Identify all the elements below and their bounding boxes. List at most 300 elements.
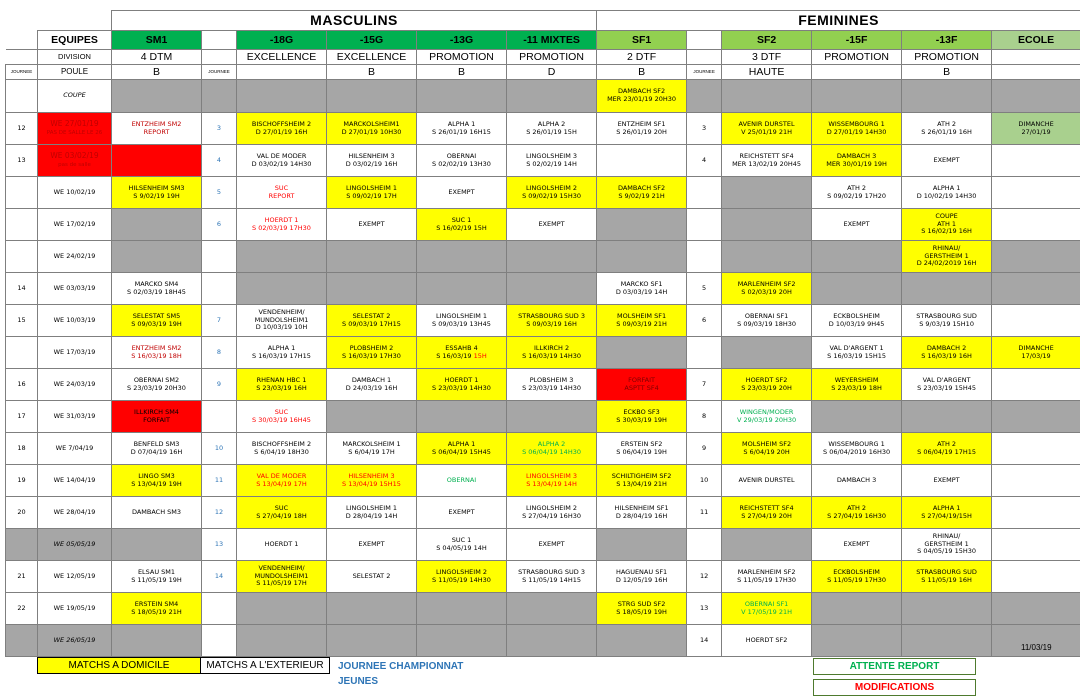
match-cell-u18: VAL DE MODER D 03/02/19 14H30 xyxy=(237,145,327,177)
match-cell-u15: SELESTAT 2 S 09/03/19 17H15 xyxy=(327,305,417,337)
schedule-row xyxy=(6,529,1080,561)
schedule-row xyxy=(6,401,1080,433)
div-sf2: 3 DTF xyxy=(722,50,812,65)
senior-journee-number: 21 xyxy=(6,561,38,593)
legend-pending-report: ATTENTE REPORT xyxy=(813,658,976,675)
match-cell-sf1: HILSENHEIM SF1 D 28/04/19 16H xyxy=(597,497,687,529)
match-cell-sf2: AVENIR DURSTEL V 25/01/19 21H xyxy=(722,113,812,145)
schedule-row xyxy=(6,177,1080,209)
match-cell-sf1: HAGUENAU SF1 D 12/05/19 16H xyxy=(597,561,687,593)
match-cell-sm1: DAMBACH SM3 xyxy=(112,497,202,529)
match-cell-ecole xyxy=(992,177,1080,209)
match-cell-u15: SELESTAT 2 xyxy=(327,561,417,593)
team-u13f: -13F xyxy=(902,31,992,50)
women-journee-number: 8 xyxy=(687,401,722,433)
match-cell-f15: ECKBOLSHEIM S 11/05/19 17H30 xyxy=(812,561,902,593)
match-cell-ecole xyxy=(992,209,1080,241)
match-cell-sm1: SELESTAT SM5 S 09/03/19 19H xyxy=(112,305,202,337)
youth-journee-number xyxy=(202,625,237,657)
team-ecole: ECOLE xyxy=(992,31,1080,50)
weekend-date: WE 24/03/19 xyxy=(38,369,112,401)
match-cell-sf1 xyxy=(597,209,687,241)
match-cell-f13 xyxy=(902,625,992,657)
poule-u13g: B xyxy=(417,65,507,80)
feminines-header: FEMININES xyxy=(597,11,1080,31)
women-journee-number: 9 xyxy=(687,433,722,465)
match-cell-sf2: MARLENHEIM SF2 S 11/05/19 17H30 xyxy=(722,561,812,593)
youth-journee-number: 11 xyxy=(202,465,237,497)
match-cell-sf1: ENTZHEIM SF1 S 26/01/19 20H xyxy=(597,113,687,145)
match-cell-u15: PLOBSHEIM 2 S 16/03/19 17H30 xyxy=(327,337,417,369)
match-cell-u18 xyxy=(237,593,327,625)
match-cell-sf2: OBERNAI SF1 S 09/03/19 18H30 xyxy=(722,305,812,337)
women-journee-number xyxy=(687,209,722,241)
match-cell-u11: ALPHA 2 S 26/01/19 15H xyxy=(507,113,597,145)
coupe-sm1 xyxy=(112,80,202,113)
coupe-jf xyxy=(687,80,722,113)
team-u11m: -11 MIXTES xyxy=(507,31,597,50)
schedule-row xyxy=(6,593,1080,625)
senior-journee-number: 20 xyxy=(6,497,38,529)
coupe-sf1: DAMBACH SF2 MER 23/01/19 20H30 xyxy=(597,80,687,113)
match-cell-u13 xyxy=(417,241,507,273)
match-cell-f15: WISSEMBOURG 1 S 06/04/2019 16H30 xyxy=(812,433,902,465)
team-u15g: -15G xyxy=(327,31,417,50)
match-cell-u18: BISCHOFFSHEIM 2 D 27/01/19 16H xyxy=(237,113,327,145)
schedule-row xyxy=(6,433,1080,465)
match-cell-sf2: REICHSTETT SF4 MER 13/02/19 20H45 xyxy=(722,145,812,177)
schedule-row xyxy=(6,625,1080,657)
match-cell-ecole xyxy=(992,145,1080,177)
weekend-date: WE 05/05/19 xyxy=(38,529,112,561)
match-cell-u13: LINGOLSHEIM 2 S 11/05/19 14H30 xyxy=(417,561,507,593)
team-sf2: SF2 xyxy=(722,31,812,50)
senior-journee-number: 18 xyxy=(6,433,38,465)
women-journee-number: 6 xyxy=(687,305,722,337)
match-cell-ecole xyxy=(992,401,1080,433)
match-cell-ecole xyxy=(992,593,1080,625)
match-cell-u18: VAL DE MODER S 13/04/19 17H xyxy=(237,465,327,497)
match-cell-sf2 xyxy=(722,337,812,369)
match-cell-u13: EXEMPT xyxy=(417,497,507,529)
women-journee-number: 4 xyxy=(687,145,722,177)
match-cell-f15: ECKBOLSHEIM D 10/03/19 9H45 xyxy=(812,305,902,337)
match-cell-f13: EXEMPT xyxy=(902,465,992,497)
match-cell-sm1: ENTZHEIM SM2 REPORT xyxy=(112,113,202,145)
schedule-row xyxy=(6,113,1080,145)
legend-home-matches: MATCHS A DOMICILE xyxy=(37,657,201,674)
match-cell-f13: STRASBOURG SUD S 11/05/19 16H xyxy=(902,561,992,593)
match-cell-u18: BISCHOFFSHEIM 2 S 6/04/19 18H30 xyxy=(237,433,327,465)
match-cell-f13: ALPHA 1 D 10/02/19 14H30 xyxy=(902,177,992,209)
team-sm1: SM1 xyxy=(112,31,202,50)
women-journee-number: 10 xyxy=(687,465,722,497)
senior-journee-number xyxy=(6,209,38,241)
women-journee-number: 7 xyxy=(687,369,722,401)
masculins-header: MASCULINS xyxy=(112,11,597,31)
match-cell-sf2: OBERNAI SF1 V 17/05/19 21H xyxy=(722,593,812,625)
match-cell-ecole: DIMANCHE 27/01/19 xyxy=(992,113,1080,145)
women-journee-number: 11 xyxy=(687,497,722,529)
match-cell-u13: SUC 1 S 04/05/19 14H xyxy=(417,529,507,561)
match-cell-f15 xyxy=(812,273,902,305)
youth-journee-number xyxy=(202,241,237,273)
match-cell-ecole xyxy=(992,305,1080,337)
match-cell-u13: HOERDT 1 S 23/03/19 14H30 xyxy=(417,369,507,401)
match-cell-u18: SUC REPORT xyxy=(237,177,327,209)
match-cell-u18: SUC S 27/04/19 18H xyxy=(237,497,327,529)
div-u18g: EXCELLENCE xyxy=(237,50,327,65)
coupe-u18 xyxy=(237,80,327,113)
team-sf1: SF1 xyxy=(597,31,687,50)
match-cell-f13: EXEMPT xyxy=(902,145,992,177)
match-cell-f15 xyxy=(812,401,902,433)
match-cell-f15: DAMBACH 3 xyxy=(812,465,902,497)
match-cell-sm1 xyxy=(112,529,202,561)
match-cell-f15: ATH 2 S 09/02/19 17H20 xyxy=(812,177,902,209)
team-u15f: -15F xyxy=(812,31,902,50)
match-cell-u11: LINGOLSHEIM 2 S 27/04/19 16H30 xyxy=(507,497,597,529)
match-cell-u15 xyxy=(327,273,417,305)
match-cell-u15: HILSENHEIM 3 S 13/04/19 15H15 xyxy=(327,465,417,497)
weekend-date: WE 10/02/19 xyxy=(38,177,112,209)
match-cell-f13 xyxy=(902,593,992,625)
youth-journee-number: 10 xyxy=(202,433,237,465)
match-cell-sm1 xyxy=(112,145,202,177)
match-cell-sf1: ERSTEIN SF2 S 06/04/19 19H xyxy=(597,433,687,465)
match-cell-u11 xyxy=(507,593,597,625)
match-cell-u11: ILLKIRCH 2 S 16/03/19 14H30 xyxy=(507,337,597,369)
team-u13g: -13G xyxy=(417,31,507,50)
senior-journee-number xyxy=(6,529,38,561)
weekend-date: WE 17/02/19 xyxy=(38,209,112,241)
schedule-row xyxy=(6,209,1080,241)
match-cell-sm1 xyxy=(112,209,202,241)
senior-journee-number: 22 xyxy=(6,593,38,625)
youth-journee-number: 7 xyxy=(202,305,237,337)
coupe-sf2 xyxy=(722,80,812,113)
youth-journee-number: 6 xyxy=(202,209,237,241)
match-cell-u11: EXEMPT xyxy=(507,529,597,561)
youth-journee-number: 8 xyxy=(202,337,237,369)
senior-journee-number: 12 xyxy=(6,113,38,145)
match-cell-f15: ATH 2 S 27/04/19 16H30 xyxy=(812,497,902,529)
match-cell-u11 xyxy=(507,241,597,273)
coupe-u15f xyxy=(812,80,902,113)
youth-journee-number xyxy=(202,273,237,305)
coupe-u13 xyxy=(417,80,507,113)
match-cell-ecole xyxy=(992,529,1080,561)
match-cell-ecole xyxy=(992,561,1080,593)
youth-journee-number: 5 xyxy=(202,177,237,209)
legend-away-matches: MATCHS A L'EXTERIEUR xyxy=(201,657,330,674)
match-cell-sm1 xyxy=(112,241,202,273)
schedule-row xyxy=(6,337,1080,369)
match-cell-sm1: OBERNAI SM2 S 23/03/19 20H30 xyxy=(112,369,202,401)
youth-journee-number: 4 xyxy=(202,145,237,177)
women-journee-number xyxy=(687,337,722,369)
senior-journee-number xyxy=(6,177,38,209)
match-cell-u18 xyxy=(237,273,327,305)
div-sf1: 2 DTF xyxy=(597,50,687,65)
weekend-date: WE 24/02/19 xyxy=(38,241,112,273)
weekend-date: WE 7/04/19 xyxy=(38,433,112,465)
match-cell-f15: DAMBACH 3 MER 30/01/19 19H xyxy=(812,145,902,177)
weekend-date: WE 28/04/19 xyxy=(38,497,112,529)
match-cell-u13: SUC 1 S 16/02/19 15H xyxy=(417,209,507,241)
senior-journee-number: 16 xyxy=(6,369,38,401)
match-cell-f15: VAL D'ARGENT 1 S 16/03/19 15H15 xyxy=(812,337,902,369)
match-cell-u11: EXEMPT xyxy=(507,209,597,241)
match-cell-u13 xyxy=(417,593,507,625)
match-cell-u18: HOERDT 1 xyxy=(237,529,327,561)
schedule-row xyxy=(6,369,1080,401)
youth-journee-number: 9 xyxy=(202,369,237,401)
match-cell-sm1: ILLKIRCH SM4 FORFAIT xyxy=(112,401,202,433)
poule-ecole xyxy=(992,65,1080,80)
match-cell-sf1 xyxy=(597,625,687,657)
match-cell-ecole xyxy=(992,273,1080,305)
senior-journee-number: 15 xyxy=(6,305,38,337)
match-cell-u13: ALPHA 1 S 26/01/19 16H15 xyxy=(417,113,507,145)
match-cell-f13: RHINAU/ GERSTHEIM 1 D 24/02/2019 16H xyxy=(902,241,992,273)
schedule-table xyxy=(5,10,1080,657)
match-cell-sf2: MOLSHEIM SF2 S 6/04/19 20H xyxy=(722,433,812,465)
team-gap-m xyxy=(202,31,237,50)
match-cell-sm1: ENTZHEIM SM2 S 16/03/19 18H xyxy=(112,337,202,369)
match-cell-f13: ATH 2 S 06/04/19 17H15 xyxy=(902,433,992,465)
match-cell-sm1: MARCKO SM4 S 02/03/19 18H45 xyxy=(112,273,202,305)
poule-label: POULE xyxy=(38,65,112,80)
match-cell-f15 xyxy=(812,241,902,273)
youth-journee-number: 3 xyxy=(202,113,237,145)
schedule-row xyxy=(6,497,1080,529)
match-cell-u11 xyxy=(507,625,597,657)
coupe-u15 xyxy=(327,80,417,113)
div-u15f: PROMOTION xyxy=(812,50,902,65)
match-cell-u15: DAMBACH 1 D 24/03/19 16H xyxy=(327,369,417,401)
match-cell-ecole xyxy=(992,465,1080,497)
match-cell-u15: EXEMPT xyxy=(327,209,417,241)
match-cell-f13: DAMBACH 2 S 16/03/19 16H xyxy=(902,337,992,369)
senior-journee-number: 13 xyxy=(6,145,38,177)
match-cell-sm1: ERSTEIN SM4 S 18/05/19 21H xyxy=(112,593,202,625)
match-cell-u15 xyxy=(327,241,417,273)
coupe-label: COUPE xyxy=(38,80,112,113)
div-u11m: PROMOTION xyxy=(507,50,597,65)
match-cell-u18 xyxy=(237,625,327,657)
match-cell-u11: STRASBOURG SUD 3 S 11/05/19 14H15 xyxy=(507,561,597,593)
poule-u13f: B xyxy=(902,65,992,80)
match-cell-sf1 xyxy=(597,241,687,273)
women-journee-number: 3 xyxy=(687,113,722,145)
match-cell-u18: ALPHA 1 S 16/03/19 17H15 xyxy=(237,337,327,369)
match-cell-sf2: HOERDT SF2 S 23/03/19 20H xyxy=(722,369,812,401)
senior-journee-number xyxy=(6,625,38,657)
match-cell-u13 xyxy=(417,273,507,305)
match-cell-f13: ALPHA 1 S 27/04/19/15H xyxy=(902,497,992,529)
poule-u15g: B xyxy=(327,65,417,80)
match-cell-sf1: FORFAIT ASPTT SF4 xyxy=(597,369,687,401)
women-journee-number: 5 xyxy=(687,273,722,305)
match-cell-f15 xyxy=(812,625,902,657)
match-cell-sf2 xyxy=(722,529,812,561)
match-cell-sf2 xyxy=(722,209,812,241)
match-cell-f13 xyxy=(902,401,992,433)
senior-journee-number xyxy=(6,337,38,369)
weekend-date: WE 17/03/19 xyxy=(38,337,112,369)
match-cell-sf1 xyxy=(597,337,687,369)
match-cell-u13 xyxy=(417,401,507,433)
poule-sf2: HAUTE xyxy=(722,65,812,80)
div-ecole xyxy=(992,50,1080,65)
match-cell-u13: OBERNAI xyxy=(417,465,507,497)
match-cell-f15: WISSEMBOURG 1 D 27/01/19 14H30 xyxy=(812,113,902,145)
match-cell-sf2 xyxy=(722,177,812,209)
match-cell-sf2: MARLENHEIM SF2 S 02/03/19 20H xyxy=(722,273,812,305)
match-cell-u15: LINGOLSHEIM 1 S 09/02/19 17H xyxy=(327,177,417,209)
youth-journee-number xyxy=(202,401,237,433)
match-cell-sm1: LINGO SM3 S 13/04/19 19H xyxy=(112,465,202,497)
weekend-date: WE 12/05/19 xyxy=(38,561,112,593)
match-cell-u13: ESSAHB 4 S 16/03/19 15H xyxy=(417,337,507,369)
match-cell-sm1: BENFELD SM3 D 07/04/19 16H xyxy=(112,433,202,465)
match-cell-u11 xyxy=(507,401,597,433)
weekend-date: WE 14/04/19 xyxy=(38,465,112,497)
senior-journee-number: 19 xyxy=(6,465,38,497)
coupe-jm xyxy=(202,80,237,113)
weekend-date: WE 27/01/19 PAS DE SALLE LE 26 xyxy=(38,113,112,145)
match-cell-u15 xyxy=(327,625,417,657)
match-cell-u15: MARCKOLSHEIM 1 S 6/04/19 17H xyxy=(327,433,417,465)
match-cell-u11 xyxy=(507,273,597,305)
legend-youth-day: JOURNEE CHAMPIONNAT JEUNES xyxy=(338,661,464,687)
match-cell-sf2: AVENIR DURSTEL xyxy=(722,465,812,497)
div-sm1: 4 DTM xyxy=(112,50,202,65)
senior-journee-number: 17 xyxy=(6,401,38,433)
match-cell-f13: VAL D'ARGENT S 23/03/19 15H45 xyxy=(902,369,992,401)
div-u13g: PROMOTION xyxy=(417,50,507,65)
match-cell-u18: RHENAN HBC 1 S 23/03/19 16H xyxy=(237,369,327,401)
match-cell-u18: VENDENHEIM/ MUNDOLSHEIM1 S 11/05/19 17H xyxy=(237,561,327,593)
match-cell-sf2 xyxy=(722,241,812,273)
match-cell-u13: OBERNAI S 02/02/19 13H30 xyxy=(417,145,507,177)
match-cell-sf1: DAMBACH SF2 S 9/02/19 21H xyxy=(597,177,687,209)
weekend-date: WE 19/05/19 xyxy=(38,593,112,625)
match-cell-ecole: DIMANCHE 17/03/19 xyxy=(992,337,1080,369)
match-cell-u11: LINGOLSHEIM 2 S 09/02/19 15H30 xyxy=(507,177,597,209)
match-cell-sf1: MOLSHEIM SF1 S 09/03/19 21H xyxy=(597,305,687,337)
women-journee-number xyxy=(687,241,722,273)
women-journee-number: 14 xyxy=(687,625,722,657)
match-cell-u11: PLOBSHEIM 3 S 23/03/19 14H30 xyxy=(507,369,597,401)
div-gap-f xyxy=(687,50,722,65)
match-cell-u11: STRASBOURG SUD 3 S 09/03/19 16H xyxy=(507,305,597,337)
match-cell-sf1: SCHILTIGHEIM SF2 S 13/04/19 21H xyxy=(597,465,687,497)
match-cell-f13: ATH 2 S 26/01/19 16H xyxy=(902,113,992,145)
match-cell-sf2: HOERDT SF2 xyxy=(722,625,812,657)
senior-journee-number xyxy=(6,241,38,273)
match-cell-f13 xyxy=(902,273,992,305)
team-gap-f xyxy=(687,31,722,50)
equipes-label: EQUIPES xyxy=(38,31,112,50)
youth-journee-number: 14 xyxy=(202,561,237,593)
coupe-u11 xyxy=(507,80,597,113)
match-cell-u15: EXEMPT xyxy=(327,529,417,561)
match-cell-f13: RHINAU/ GERSTHEIM 1 S 04/05/19 15H30 xyxy=(902,529,992,561)
weekend-date: WE 10/03/19 xyxy=(38,305,112,337)
weekend-date: WE 03/02/19 pas de salle xyxy=(38,145,112,177)
division-label: DIVISION xyxy=(38,50,112,65)
youth-journee-number: 13 xyxy=(202,529,237,561)
match-cell-u15: LINGOLSHEIM 1 D 28/04/19 14H xyxy=(327,497,417,529)
match-cell-f13: COUPE ATH 1 S 16/02/19 16H xyxy=(902,209,992,241)
match-cell-sf1: MARCKO SF1 D 03/03/19 14H xyxy=(597,273,687,305)
team-u18g: -18G xyxy=(237,31,327,50)
match-cell-ecole xyxy=(992,241,1080,273)
match-cell-u18: HOERDT 1 S 02/03/19 17H30 xyxy=(237,209,327,241)
match-cell-sf2: REICHSTETT SF4 S 27/04/19 20H xyxy=(722,497,812,529)
women-journee-number xyxy=(687,177,722,209)
match-cell-f15: EXEMPT xyxy=(812,209,902,241)
match-cell-ecole xyxy=(992,433,1080,465)
match-cell-f13: STRASBOURG SUD S 9/03/19 15H10 xyxy=(902,305,992,337)
match-cell-u11: ALPHA 2 S 06/04/19 14H30 xyxy=(507,433,597,465)
match-cell-sf1 xyxy=(597,529,687,561)
legend-modifications: MODIFICATIONS xyxy=(813,679,976,696)
div-u15g: EXCELLENCE xyxy=(327,50,417,65)
match-cell-u15 xyxy=(327,401,417,433)
poule-sf1: B xyxy=(597,65,687,80)
update-date: 11/03/19 xyxy=(1021,643,1052,652)
match-cell-u15: HILSENHEIM 3 D 03/02/19 16H xyxy=(327,145,417,177)
poule-sm1: B xyxy=(112,65,202,80)
match-cell-u13: ALPHA 1 S 06/04/19 15H45 xyxy=(417,433,507,465)
match-cell-f15: EXEMPT xyxy=(812,529,902,561)
journee-label-m: JOURNEE xyxy=(202,65,237,80)
coupe-journee xyxy=(6,80,38,113)
match-cell-u18 xyxy=(237,241,327,273)
match-cell-u13: EXEMPT xyxy=(417,177,507,209)
poule-u15f xyxy=(812,65,902,80)
youth-journee-number xyxy=(202,593,237,625)
match-cell-sm1: ELSAU SM1 S 11/05/19 19H xyxy=(112,561,202,593)
weekend-date: WE 26/05/19 xyxy=(38,625,112,657)
div-gap-m xyxy=(202,50,237,65)
match-cell-u11: LINGOLSHEIM 3 S 13/04/19 14H xyxy=(507,465,597,497)
senior-journee-number: 14 xyxy=(6,273,38,305)
match-cell-sf2: WINGEN/MODER V 29/03/19 20H30 xyxy=(722,401,812,433)
schedule-row xyxy=(6,305,1080,337)
match-cell-f15 xyxy=(812,593,902,625)
match-cell-u15: MARCKOLSHEIM1 D 27/01/19 10H30 xyxy=(327,113,417,145)
match-cell-u13 xyxy=(417,625,507,657)
journee-label-left: JOURNEE xyxy=(6,65,38,80)
match-cell-u11: LINGOLSHEIM 3 S 02/02/19 14H xyxy=(507,145,597,177)
women-journee-number: 13 xyxy=(687,593,722,625)
match-cell-u13: LINGOLSHEIM 1 S 09/03/19 13H45 xyxy=(417,305,507,337)
poule-u18g xyxy=(237,65,327,80)
poule-u11m: D xyxy=(507,65,597,80)
weekend-date: WE 03/03/19 xyxy=(38,273,112,305)
match-cell-u15 xyxy=(327,593,417,625)
coupe-u13f xyxy=(902,80,992,113)
youth-journee-number: 12 xyxy=(202,497,237,529)
journee-label-f: JOURNEE xyxy=(687,65,722,80)
match-cell-ecole xyxy=(992,369,1080,401)
match-cell-sf1: ECKBO SF3 S 30/03/19 19H xyxy=(597,401,687,433)
weekend-date: WE 31/03/19 xyxy=(38,401,112,433)
